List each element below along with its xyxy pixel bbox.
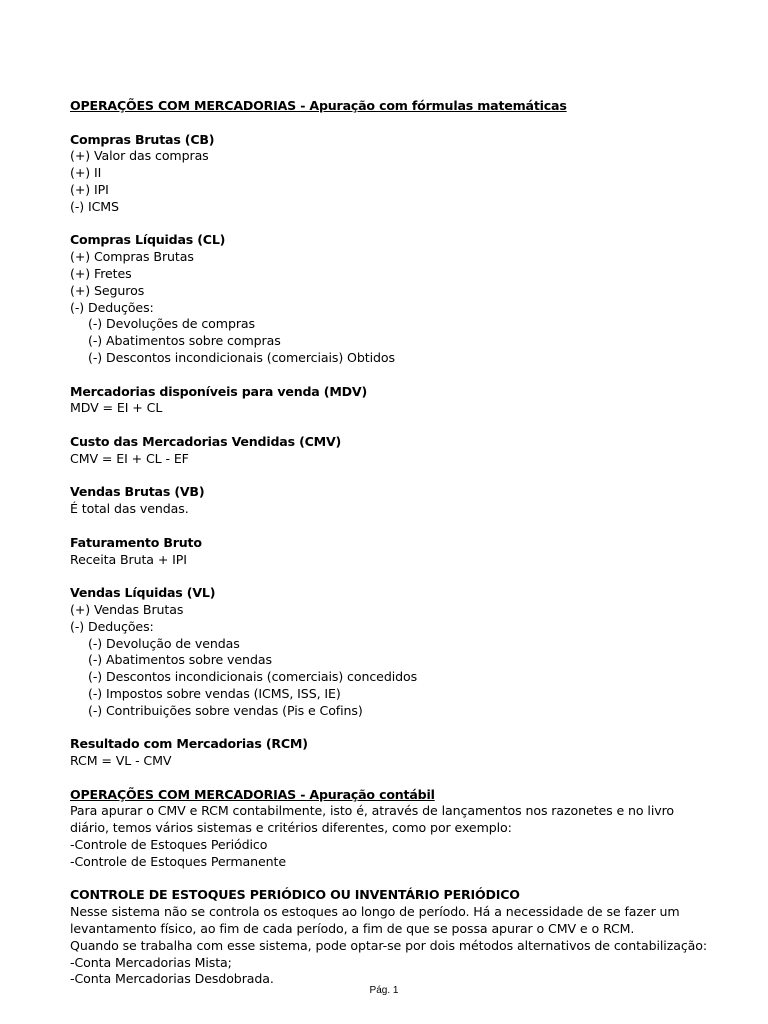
sub-list-item: (-) Descontos incondicionais (comerciais) concedidos [88,669,418,685]
list-item: (+) IPI [70,181,109,197]
paragraph-line: Para apurar o CMV e RCM contabilmente, isto é, através de lançamentos nos razonetes e no livro [70,803,674,819]
list-item: (-) Deduções: [70,618,154,634]
text-faturamento-bruto: Receita Bruta + IPI [70,551,187,567]
heading-compras-liquidas: Compras Líquidas (CL) [70,232,226,248]
list-item: (+) II [70,165,102,181]
text-vendas-brutas: É total das vendas. [70,501,189,517]
document-page [70,98,750,988]
paragraph-line: -Controle de Estoques Permanente [70,853,287,869]
list-item: (+) Compras Brutas [70,249,194,265]
sub-list-item: (-) Contribuições sobre vendas (Pis e Cofins) [88,702,363,718]
paragraph-line: levantamento físico, ao fim de cada período, a fim de que se possa apurar o CMV e o RCM. [70,921,635,937]
formula-mdv: MDV = EI + CL [70,400,163,416]
heading-faturamento-bruto: Faturamento Bruto [70,534,202,550]
section-title-periodico: CONTROLE DE ESTOQUES PERIÓDICO OU INVENTÁRIO PERIÓDICO [70,887,520,903]
section-title-contabil: OPERAÇÕES COM MERCADORIAS - Apuração contábil [70,786,435,802]
section-title-formulas: OPERAÇÕES COM MERCADORIAS - Apuração com fórmulas matemáticas [70,98,567,113]
sub-list-item: (-) Abatimentos sobre compras [88,333,281,349]
sub-list-item: (-) Descontos incondicionais (comerciais) Obtidos [88,349,395,365]
paragraph-line: -Conta Mercadorias Mista; [70,954,232,970]
list-item: (+) Fretes [70,265,132,281]
sub-list-item: (-) Abatimentos sobre vendas [88,652,272,668]
paragraph-line: -Controle de Estoques Periódico [70,837,268,853]
formula-cmv: CMV = EI + CL - EF [70,450,189,466]
paragraph-line: -Conta Mercadorias Desdobrada. [70,971,274,987]
heading-rcm: Resultado com Mercadorias (RCM) [70,736,308,752]
page-number: Pág. 1 [369,985,399,996]
list-item: (-) ICMS [70,198,119,214]
list-item: (+) Seguros [70,282,145,298]
paragraph-line: diário, temos vários sistemas e critérios diferentes, como por exemplo: [70,820,512,836]
sub-list-item: (-) Devoluções de compras [88,316,255,332]
list-item: (+) Vendas Brutas [70,601,184,617]
heading-mdv: Mercadorias disponíveis para venda (MDV) [70,383,368,399]
formula-rcm: RCM = VL - CMV [70,753,172,769]
sub-list-item: (-) Devolução de vendas [88,635,240,651]
list-item: (+) Valor das compras [70,148,209,164]
heading-vendas-liquidas: Vendas Líquidas (VL) [70,585,216,601]
paragraph-line: Nesse sistema não se controla os estoques ao longo de período. Há a necessidade de se fazer um [70,904,680,920]
paragraph-line: Quando se trabalha com esse sistema, pode optar-se por dois métodos alternativos de contabilização: [70,937,708,953]
heading-compras-brutas: Compras Brutas (CB) [70,131,215,147]
heading-cmv: Custo das Mercadorias Vendidas (CMV) [70,433,342,449]
sub-list-item: (-) Impostos sobre vendas (ICMS, ISS, IE) [88,685,341,701]
list-item: (-) Deduções: [70,299,154,315]
heading-vendas-brutas: Vendas Brutas (VB) [70,484,205,500]
